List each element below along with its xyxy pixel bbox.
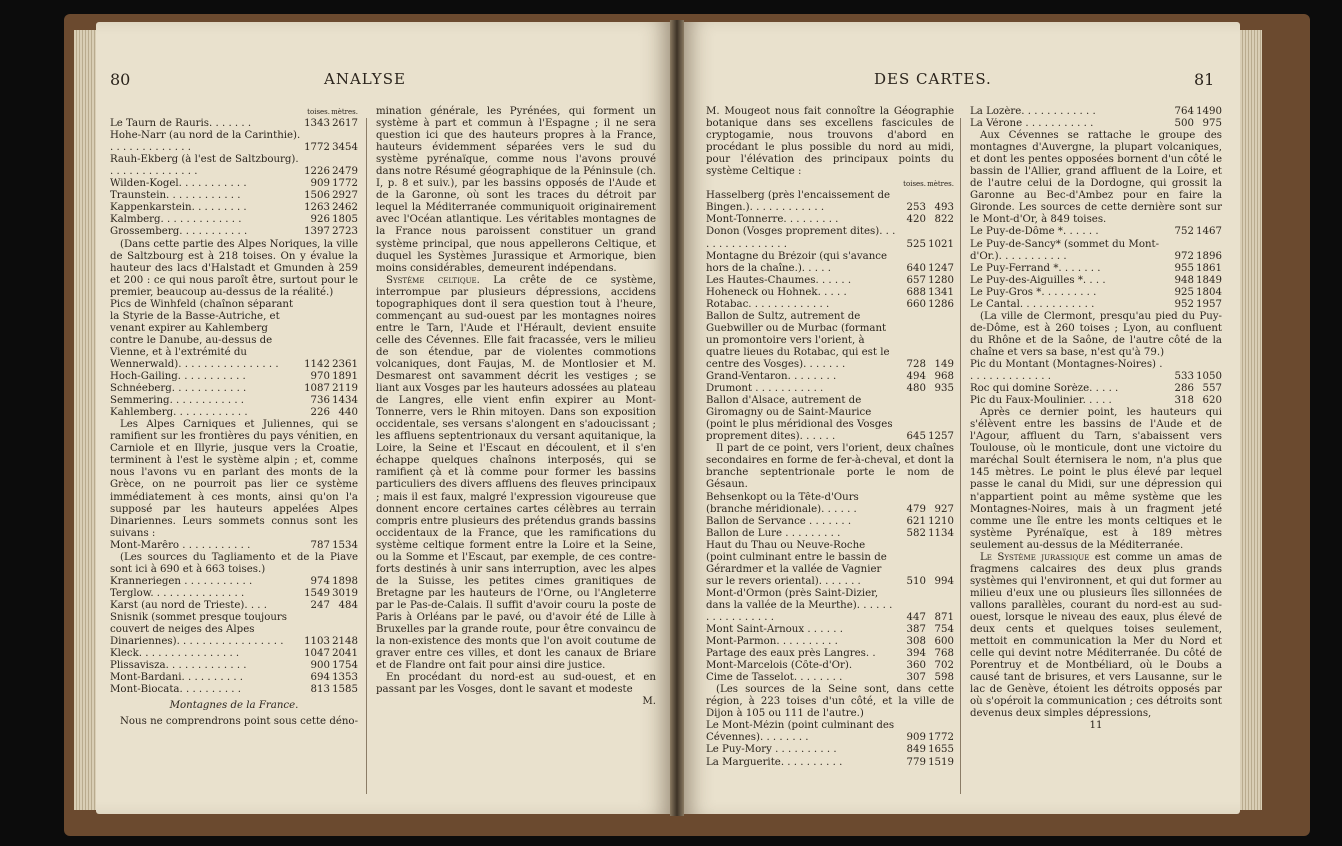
mountain-name: Mont-d'Ormon (près Saint-Dizier, dans la vallée de la Meurthe). . . . . . . . . . . . . . . . . bbox=[706, 587, 893, 623]
mountain-name: Kleck. . . . . . . . . . . . . . . . bbox=[110, 648, 240, 660]
value-toises: 394 bbox=[906, 648, 926, 660]
mountain-name: Kahlemberg. . . . . . . . . . . . bbox=[110, 407, 248, 419]
value-metres: 1021 bbox=[928, 238, 954, 250]
table-row bbox=[110, 202, 358, 214]
value-metres: 822 bbox=[934, 214, 954, 226]
value-metres: 702 bbox=[934, 660, 954, 672]
value-metres: 2927 bbox=[332, 190, 358, 202]
value-toises: 247 bbox=[310, 599, 330, 611]
table-row bbox=[970, 275, 1222, 287]
value-metres: 1257 bbox=[928, 431, 954, 443]
value-toises: 360 bbox=[906, 660, 926, 672]
value-metres: 1353 bbox=[332, 672, 358, 684]
value-metres: 1280 bbox=[928, 274, 954, 286]
mountain-name: Mont-Marêro . . . . . . . . . . . bbox=[110, 539, 251, 551]
table-row bbox=[706, 624, 954, 636]
mountain-name: Le Mont-Mézin (point culminant des Cévennes). . . . . . . . bbox=[706, 720, 895, 744]
value-toises: 1103 bbox=[304, 636, 330, 648]
table-row bbox=[706, 214, 954, 226]
paragraph: Après ce dernier point, les hauteurs qui s'élèvent entre les bassins de l'Aude et de l'Agour, affluent du Tarn, s'abaissent vers Toulouse, où le monticule, dont une victoire du maréchal Soult éternisera le nom, n'a plus que 145 mètres. Le point le plus élevé par lequel passe le canal du Midi, sur une dépression qui n'appartient point au même système que les Montagnes-Noires, mais à un fragment jeté comme une île entre les monts celtiques et le système Pyrénaïque, est à 189 mètres seulement au-dessus de la Méditerranée. bbox=[970, 407, 1222, 551]
value-toises: 787 bbox=[310, 539, 330, 551]
value-toises: 387 bbox=[906, 624, 926, 636]
value-toises: 657 bbox=[906, 274, 926, 286]
value-metres: 1134 bbox=[928, 527, 954, 539]
value-toises: 447 bbox=[906, 611, 926, 623]
mountain-name: Ballon de Servance . . . . . . . bbox=[706, 515, 852, 527]
unit-toises: toises. bbox=[903, 180, 926, 189]
value-toises: 925 bbox=[1174, 286, 1194, 298]
table-row bbox=[706, 516, 954, 528]
mountain-name: Grossemberg. . . . . . . . . . . bbox=[110, 226, 248, 238]
value-metres: 1754 bbox=[332, 660, 358, 672]
right-column-1 bbox=[706, 106, 954, 769]
value-toises: 813 bbox=[310, 684, 330, 696]
mountain-name: Hoch-Gailing. . . . . . . . . . . bbox=[110, 371, 246, 383]
value-toises: 621 bbox=[906, 515, 926, 527]
page-edges-right bbox=[1240, 30, 1262, 810]
value-metres: 1341 bbox=[928, 286, 954, 298]
value-toises: 752 bbox=[1174, 226, 1194, 238]
value-toises: 253 bbox=[906, 202, 926, 214]
mountain-name: Traunstein. . . . . . . . . . . . bbox=[110, 190, 241, 202]
mountain-name: Le Puy-de-Sancy* (sommet du Mont-d'Or.). . . . . . . . . . . bbox=[970, 238, 1160, 262]
mountain-name: Behsenkopt ou la Tête-d'Ours (branche méridionale). . . . . . bbox=[706, 491, 859, 515]
mountain-name: Cime de Tasselot. . . . . . . . bbox=[706, 672, 843, 684]
altitude-table bbox=[970, 106, 1222, 130]
altitude-table bbox=[706, 492, 954, 685]
value-toises: 479 bbox=[906, 503, 926, 515]
units-row bbox=[110, 106, 358, 118]
value-metres: 2723 bbox=[332, 226, 358, 238]
value-metres: 975 bbox=[1202, 118, 1222, 130]
book-gutter bbox=[670, 20, 684, 816]
paragraph-text: est comme un amas de fragmens calcaires des deux plus grands systèmes qui l'environnent, et qui dut former au milieu d'eux une ou plusieurs îles sillonnées de vallons parallèles, courant du nord-est au sud-ouest, lorsque le niveau des eaux, plus élevé de deux cents et quelques toises seulement, mettoit en communication la Mer du Nord et celle qui devint notre Méditerranée. Du côté de Porentruy et de Montbéliard, où le Doubs a causé tant de brisures, et vers Lausanne, sur le lac de Genève, étoient les détroits opposés par où s'opéroit la communication ; ces détroits sont devenus deux simples dépressions, bbox=[970, 551, 1222, 720]
value-metres: 994 bbox=[934, 575, 954, 587]
value-metres: 1804 bbox=[1196, 286, 1222, 298]
value-toises: 1226 bbox=[304, 166, 330, 178]
table-row bbox=[706, 287, 954, 299]
unit-metres: mètres. bbox=[927, 180, 954, 189]
value-toises: 533 bbox=[1174, 371, 1194, 383]
table-row bbox=[706, 383, 954, 395]
value-metres: 2617 bbox=[332, 118, 358, 130]
table-row bbox=[970, 383, 1222, 395]
mountain-name: Kranneriegen . . . . . . . . . . . bbox=[110, 575, 253, 587]
paragraph bbox=[970, 552, 1222, 721]
value-metres: 493 bbox=[934, 202, 954, 214]
table-row bbox=[706, 275, 954, 287]
table-row bbox=[110, 371, 358, 383]
table-row bbox=[110, 118, 358, 130]
units-row bbox=[706, 178, 954, 190]
table-row bbox=[706, 528, 954, 540]
value-metres: 2479 bbox=[332, 166, 358, 178]
paragraph: En procédant du nord-est au sud-ouest, et en passant par les Vosges, dont le savant et modeste bbox=[376, 672, 656, 696]
value-metres: 2361 bbox=[332, 358, 358, 370]
table-row bbox=[110, 299, 358, 371]
mountain-name: Wilden-Kogel. . . . . . . . . . . bbox=[110, 178, 247, 190]
value-metres: 2041 bbox=[332, 648, 358, 660]
value-metres: 1772 bbox=[332, 178, 358, 190]
table-row bbox=[110, 383, 358, 395]
paragraph: Aux Cévennes se rattache le groupe des montagnes d'Auvergne, la plupart volcaniques, et dont les pentes opposées bornent d'un côté le bassin de l'Allier, grand affluent de la Loire, et de l'autre celui de la Dordogne, qui grossit la Garonne au Bec-d'Ambez pour en faire la Gironde. Les sources de cette dernière sont sur le Mont-d'Or, à 849 toises. bbox=[970, 130, 1222, 226]
table-row bbox=[706, 371, 954, 383]
table-row bbox=[110, 190, 358, 202]
value-toises: 660 bbox=[906, 298, 926, 310]
mountain-name: La Lozère. . . . . . . . . . . . bbox=[970, 106, 1096, 117]
table-row bbox=[970, 239, 1222, 263]
running-head: DES CARTES. bbox=[874, 70, 992, 88]
paragraph: Nous ne comprendrons point sous cette déno- bbox=[120, 716, 359, 728]
value-metres: 620 bbox=[1202, 395, 1222, 407]
table-row bbox=[706, 672, 954, 684]
mountain-name: Schnéeberg. . . . . . . . . . . . bbox=[110, 383, 247, 395]
value-toises: 1506 bbox=[304, 190, 330, 202]
mountain-name: Snisnik (sommet presque toujours couvert de neiges des Alpes Dinariennes). . . . . . . . . . . . . . . . . bbox=[110, 611, 288, 648]
mountain-name: Montagne du Brézoir (qui s'avance hors de la chaîne.). . . . . bbox=[706, 250, 887, 274]
value-metres: 754 bbox=[934, 624, 954, 636]
unit-toises: toises. bbox=[307, 108, 330, 116]
table-row bbox=[110, 214, 358, 226]
value-toises: 1142 bbox=[304, 358, 330, 370]
value-metres: 1898 bbox=[332, 575, 358, 587]
value-metres: 768 bbox=[934, 648, 954, 660]
table-row bbox=[706, 744, 954, 756]
mountain-name: Pic du Faux-Moulinier. . . . . bbox=[970, 395, 1112, 407]
value-metres: 1957 bbox=[1196, 298, 1222, 310]
table-row bbox=[706, 757, 954, 769]
value-metres: 1655 bbox=[928, 744, 954, 756]
mountain-name: Ballon de Lure . . . . . . . . . bbox=[706, 527, 841, 539]
mountain-name: Drumont . . . . . . . . . . . bbox=[706, 383, 824, 395]
table-row bbox=[970, 287, 1222, 299]
paragraph: M. Mougeot nous fait connoître la Géographie botanique dans ses excellens fascicules de cryptogamie, nous trouvons d'abord en procédant le plus possible du nord au midi, pour l'élévation des principaux points du système Celtique : bbox=[706, 106, 954, 178]
left-column-2 bbox=[376, 106, 656, 708]
value-metres: 1434 bbox=[332, 395, 358, 407]
mountain-name: Le Puy-Gros *. . . . . . . . . bbox=[970, 286, 1097, 298]
mountain-name: Mont Saint-Arnoux . . . . . . bbox=[706, 624, 843, 636]
value-toises: 226 bbox=[310, 407, 330, 419]
table-row bbox=[110, 576, 358, 588]
value-toises: 640 bbox=[906, 262, 926, 274]
table-row bbox=[706, 190, 954, 214]
table-row bbox=[110, 154, 358, 178]
mountain-name: Grand-Ventaron. . . . . . . . bbox=[706, 371, 837, 383]
section-lead: Le Système jurassique bbox=[980, 551, 1090, 563]
table-row bbox=[970, 106, 1222, 118]
value-toises: 525 bbox=[906, 238, 926, 250]
table-row bbox=[706, 648, 954, 660]
altitude-table bbox=[110, 299, 358, 419]
value-toises: 909 bbox=[310, 178, 330, 190]
mountain-name: Rotabac. . . . . . . . . . . . . bbox=[706, 298, 830, 310]
column-rule bbox=[366, 118, 367, 794]
paragraph-text: La crête de ce système, interrompue par plusieurs dépressions, accidens topographiques dont il sera question tout à l'heure, commençant au sud-ouest par les montagnes noires entre le Tarn, l'Aude et l'Hérault, devient ensuite celle des Cévennes. Elle fait fracassée, vers le milieu de son étendue, par de violentes commotions volcaniques, dont Faujas, M. de Montlosier et M. Desmarest ont savamment décrit les vestiges ; se liant aux Vosges par les hauteurs adossées au plateau de Langres, elle vient enfin expirer au Mont-Tonnerre, vers le Rhin mitoyen. Dans son exposition occidentale, ses versans s'alongent en s'adoucissant ; les affluens septentrionaux du versant aquitanique, la Loire, la Seine et l'Escaut en découlent, et il s'en échappe quelques chaînons interposés, qui se ramifient çà et là comme pour former les bassins particuliers des divers affluens des fleuves principaux ; mais il est faux, malgré l'expression vigoureuse que donnent encore certaines cartes célèbres au terrain compris entre plusieurs des prétendus grands bassins occidentaux de la France, que les ramifications du système celtique forment entre la Loire et la Seine, ou la Somme et l'Escaut, par exemple, de ces contre-forts destinés à unir sans interruption, avec les alpes de la Suisse, les petites cimes granitiques de Bretagne par les hauteurs de l'Orne, ou l'Angleterre par le Pas-de-Calais. Il suffit d'avoir couru la poste de Paris à Orléans par le pavé, ou d'avoir été de Lille à Bruxelles par la grande route, pour être convaincu de la non-existence des monts que l'on avoit coutume de graver entre ces villes, et dont les canaux de Briare et de Flandre ont fait pour ainsi dire justice. bbox=[376, 274, 656, 672]
altitude-table bbox=[970, 359, 1222, 407]
mountain-name: Le Puy-des-Aiguilles *. . . . bbox=[970, 274, 1106, 286]
table-row bbox=[970, 395, 1222, 407]
value-metres: 149 bbox=[934, 358, 954, 370]
value-toises: 286 bbox=[1174, 383, 1194, 395]
value-toises: 307 bbox=[906, 672, 926, 684]
value-metres: 1585 bbox=[332, 684, 358, 696]
signature-mark: 11 bbox=[1089, 720, 1103, 732]
value-metres: 1891 bbox=[332, 371, 358, 383]
mountain-name: Mont-Parmon. . . . . . . . . . bbox=[706, 636, 838, 648]
altitude-table bbox=[706, 720, 954, 768]
table-row bbox=[706, 660, 954, 672]
value-metres: 3019 bbox=[332, 587, 358, 599]
table-row bbox=[706, 311, 954, 371]
table-row bbox=[706, 251, 954, 275]
value-toises: 688 bbox=[906, 286, 926, 298]
table-row bbox=[110, 407, 358, 419]
value-metres: 1210 bbox=[928, 515, 954, 527]
table-row bbox=[970, 118, 1222, 130]
page-edges-left bbox=[74, 30, 96, 810]
value-metres: 600 bbox=[934, 636, 954, 648]
mountain-name: Ballon d'Alsace, autrement de Giromagny ou de Saint-Maurice (point le plus méridional des Vosges proprement dites). . . . . . bbox=[706, 395, 893, 443]
mountain-name: Semmering. . . . . . . . . . . . bbox=[110, 395, 245, 407]
mountain-name: Mont-Biocata. . . . . . . . . . bbox=[110, 684, 242, 696]
paragraph: (Les sources de la Seine sont, dans cette région, à 223 toises d'un côté, et la ville de Dijon à 105 ou 111 de l'autre.) bbox=[706, 684, 954, 720]
paragraph: (Les sources du Tagliamento et de la Piave sont ici à 690 et à 663 toises.) bbox=[110, 551, 358, 575]
mountain-name: Donon (Vosges proprement dites). . . . . . . . . . . . . . . . bbox=[706, 226, 896, 250]
value-metres: 1534 bbox=[332, 539, 358, 551]
value-toises: 1772 bbox=[304, 142, 330, 154]
altitude-table bbox=[970, 226, 1222, 310]
value-toises: 510 bbox=[906, 575, 926, 587]
value-toises: 728 bbox=[906, 358, 926, 370]
table-row bbox=[706, 720, 954, 744]
table-row bbox=[706, 636, 954, 648]
value-toises: 500 bbox=[1174, 118, 1194, 130]
value-metres: 3454 bbox=[332, 142, 358, 154]
value-metres: 2119 bbox=[332, 383, 358, 395]
value-toises: 1397 bbox=[304, 226, 330, 238]
value-toises: 849 bbox=[906, 744, 926, 756]
value-toises: 1549 bbox=[304, 587, 330, 599]
mountain-name: Kalmberg. . . . . . . . . . . . . bbox=[110, 214, 242, 226]
value-toises: 308 bbox=[906, 636, 926, 648]
value-toises: 1343 bbox=[304, 118, 330, 130]
table-row bbox=[970, 263, 1222, 275]
mountain-name: Roc qui domine Sorèze. . . . . bbox=[970, 383, 1119, 395]
altitude-table bbox=[110, 106, 358, 239]
mountain-name: Partage des eaux près Langres. . bbox=[706, 648, 876, 660]
mountain-name: Le Taurn de Rauris. . . . . . . bbox=[110, 118, 252, 130]
value-toises: 582 bbox=[906, 527, 926, 539]
left-page bbox=[96, 22, 670, 814]
altitude-table bbox=[706, 178, 954, 443]
value-metres: 484 bbox=[338, 599, 358, 611]
mountain-name: Mont-Bardani. . . . . . . . . . bbox=[110, 672, 244, 684]
value-metres: 1247 bbox=[928, 262, 954, 274]
paragraph: (La ville de Clermont, presqu'au pied du Puy-de-Dôme, est à 260 toises ; Lyon, au confluent du Rhône et de la Saône, de l'autre côté de la chaîne et vers sa base, n'est qu'à 79.) bbox=[970, 310, 1222, 358]
altitude-table bbox=[110, 540, 358, 552]
mountain-name: Pic du Montant (Montagnes-Noires) . . . . . . . . . . . . . . bbox=[970, 358, 1163, 383]
mountain-name: Hoheneck ou Hohnek. . . . . bbox=[706, 286, 847, 298]
table-row bbox=[110, 395, 358, 407]
table-row bbox=[706, 588, 954, 624]
value-toises: 645 bbox=[906, 431, 926, 443]
catchword: M. bbox=[642, 696, 656, 708]
mountain-name: Plissavisza. . . . . . . . . . . . . bbox=[110, 660, 247, 672]
value-metres: 598 bbox=[934, 672, 954, 684]
value-metres: 440 bbox=[338, 407, 358, 419]
value-metres: 557 bbox=[1202, 383, 1222, 395]
value-metres: 2148 bbox=[332, 636, 358, 648]
value-toises: 1087 bbox=[304, 383, 330, 395]
value-toises: 1263 bbox=[304, 202, 330, 214]
table-row bbox=[706, 540, 954, 588]
mountain-name: Le Puy-Mory . . . . . . . . . . bbox=[706, 744, 837, 756]
mountain-name: Mont-Marcelois (Côte-d'Or). bbox=[706, 660, 853, 672]
mountain-name: Ballon de Sultz, autrement de Guebwiller ou de Murbac (formant un promontoire vers l'orient, à quatre lieues du Rotabac, qui est le centre des Vosges). . . . . . . bbox=[706, 310, 890, 370]
value-metres: 1490 bbox=[1196, 106, 1222, 117]
table-row bbox=[970, 359, 1222, 383]
unit-metres: mètres. bbox=[331, 108, 358, 116]
table-row bbox=[110, 178, 358, 190]
value-toises: 909 bbox=[906, 732, 926, 744]
value-toises: 318 bbox=[1174, 395, 1194, 407]
mountain-name: La Marguerite. . . . . . . . . . bbox=[706, 756, 843, 768]
mountain-name: Haut du Thau ou Neuve-Roche (point culminant entre le bassin de Gérardmer et la vallée de Vagnier sur le revers oriental). . . . . . . bbox=[706, 539, 887, 587]
value-toises: 974 bbox=[310, 575, 330, 587]
value-metres: 1772 bbox=[928, 732, 954, 744]
page-number: 80 bbox=[110, 70, 131, 89]
value-metres: 1896 bbox=[1196, 250, 1222, 262]
table-row bbox=[970, 226, 1222, 238]
table-row bbox=[706, 226, 954, 250]
table-row bbox=[706, 395, 954, 443]
value-toises: 900 bbox=[310, 660, 330, 672]
value-toises: 926 bbox=[310, 214, 330, 226]
value-metres: 1805 bbox=[332, 214, 358, 226]
altitude-table bbox=[110, 576, 358, 696]
table-row bbox=[110, 130, 358, 154]
table-row bbox=[706, 299, 954, 311]
table-row bbox=[110, 612, 358, 648]
table-row bbox=[970, 299, 1222, 311]
mountain-name: Rauh-Ekberg (à l'est de Saltzbourg). . . . . . . . . . . . . . . bbox=[110, 154, 299, 178]
value-toises: 952 bbox=[1174, 298, 1194, 310]
value-toises: 420 bbox=[906, 214, 926, 226]
value-toises: 764 bbox=[1174, 106, 1194, 117]
table-row bbox=[706, 492, 954, 516]
value-toises: 480 bbox=[906, 383, 926, 395]
right-column-2 bbox=[970, 106, 1222, 732]
mountain-name: Les Hautes-Chaumes. . . . . . bbox=[706, 274, 852, 286]
mountain-name: Le Puy-Ferrand *. . . . . . . bbox=[970, 262, 1101, 274]
paragraph bbox=[376, 275, 656, 673]
value-toises: 736 bbox=[310, 395, 330, 407]
value-metres: 1050 bbox=[1196, 371, 1222, 383]
table-row bbox=[110, 226, 358, 238]
table-row bbox=[110, 672, 358, 684]
value-toises: 494 bbox=[906, 371, 926, 383]
value-metres: 1849 bbox=[1196, 274, 1222, 286]
value-metres: 935 bbox=[934, 383, 954, 395]
value-toises: 779 bbox=[906, 756, 926, 768]
table-row bbox=[110, 588, 358, 600]
right-page bbox=[684, 22, 1240, 814]
mountain-name: Kappenkarstein. . . . . . . . . bbox=[110, 202, 247, 214]
value-metres: 968 bbox=[934, 371, 954, 383]
mountain-name: Mont-Tonnerre. . . . . . . . . bbox=[706, 214, 839, 226]
value-metres: 927 bbox=[934, 503, 954, 515]
mountain-name: La Vérone . . . . . . . . . . . bbox=[970, 118, 1094, 130]
table-row bbox=[110, 648, 358, 660]
mountain-name: Le Puy-de-Dôme *. . . . . . bbox=[970, 226, 1099, 238]
value-toises: 694 bbox=[310, 672, 330, 684]
mountain-name: Hohe-Narr (au nord de la Carinthie). . . . . . . . . . . . . . bbox=[110, 130, 301, 154]
page-number: 81 bbox=[1194, 70, 1215, 89]
section-heading: Montagnes de la France. bbox=[169, 700, 299, 712]
value-toises: 970 bbox=[310, 371, 330, 383]
column-rule bbox=[960, 118, 961, 794]
table-row bbox=[110, 660, 358, 672]
section-lead: Système celtique. bbox=[386, 274, 480, 286]
mountain-name: Hasselberg (près l'encaissement de Bingen.). . . . . . . . . . . . bbox=[706, 190, 891, 214]
value-metres: 1519 bbox=[928, 756, 954, 768]
table-row bbox=[110, 684, 358, 696]
value-metres: 1286 bbox=[928, 298, 954, 310]
value-metres: 871 bbox=[934, 611, 954, 623]
left-column-1 bbox=[110, 106, 358, 728]
value-toises: 948 bbox=[1174, 274, 1194, 286]
value-toises: 955 bbox=[1174, 262, 1194, 274]
table-row bbox=[110, 600, 358, 612]
value-toises: 1047 bbox=[304, 648, 330, 660]
mountain-name: Le Cantal. . . . . . . . . . . . bbox=[970, 298, 1095, 310]
table-row bbox=[110, 540, 358, 552]
value-toises: 972 bbox=[1174, 250, 1194, 262]
value-metres: 2462 bbox=[332, 202, 358, 214]
mountain-name: Karst (au nord de Trieste). . . . bbox=[110, 599, 268, 611]
value-metres: 1467 bbox=[1196, 226, 1222, 238]
running-head: ANALYSE bbox=[324, 70, 406, 88]
paragraph: Les Alpes Carniques et Juliennes, qui se ramifient sur les frontières du pays vénitien, en Carniole et en Illyrie, jusque vers la Croatie, terminent à l'est le système alpin ; et, comme nous l'avons vu en parlant des monts de la Grèce, on ne pourroit pas lier ce système immédiatement à ces monts, ainsi qu'on l'a supposé par les hauteurs appelées Alpes Dinariennes. Leurs sommets connus sont les suivans : bbox=[110, 419, 358, 539]
paragraph: mination générale, les Pyrénées, qui forment un système à part et commun à l'Espagne ; il ne sera question ici que des hauteurs propres à la France, hauteurs évidemment séparées vers le sud du système pyrénaïque, comme nous l'avons prouvé dans notre Résumé géographique de la Péninsule (ch. I, p. 8 et suiv.), par les bassins opposés de l'Aude et de la Garonne, où sont les traces du détroit par lequel la Méditerranée communiquoit originairement avec l'Océan atlantique. Les véritables montagnes de la France nous paroissent constituer un grand système principal, que nous appellerons Celtique, et duquel les Systèmes Jurassique et Armorique, bien moins considérables, demeurent indépendans. bbox=[376, 106, 656, 274]
paragraph: Il part de ce point, vers l'orient, deux chaînes secondaires en forme de fer-à-cheval, et dont la branche septentrionale porte le nom de Gésaun. bbox=[706, 443, 954, 491]
value-metres: 1861 bbox=[1196, 262, 1222, 274]
mountain-name: Terglow. . . . . . . . . . . . . . . bbox=[110, 587, 245, 599]
paragraph: (Dans cette partie des Alpes Noriques, la ville de Saltzbourg est à 218 toises. On y évalue la hauteur des lacs d'Halstadt et Gmunden à 259 et 200 : ce qui nous paroît être, surtout pour le premier, beaucoup au-dessus de la réalité.) bbox=[110, 238, 358, 298]
mountain-name: Pics de Winhfeld (chaînon séparant la Styrie de la Basse-Autriche, et venant expirer au Kahlemberg contre le Danube, au-dessus de Vienne, et à l'extrémité du Wennerwald). . . . . . . . . . . . . . . . bbox=[110, 298, 294, 370]
